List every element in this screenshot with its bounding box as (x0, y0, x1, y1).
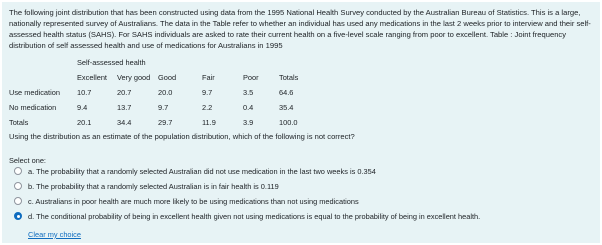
radio-button[interactable] (14, 167, 22, 175)
table-cell: 9.7 (158, 103, 169, 112)
answer-option-label: a. The probability that a randomly selected Australian did not use medication in the last two weeks is 0.354 (28, 166, 376, 176)
column-header-totals: Totals (279, 73, 299, 82)
row-label-use-medication: Use medication (9, 88, 60, 97)
radio-button[interactable] (14, 182, 22, 190)
column-header-fair: Fair (202, 73, 215, 82)
column-header-very-good: Very good (117, 73, 151, 82)
answer-option-a[interactable] (14, 165, 376, 177)
question-panel (2, 2, 600, 243)
table-cell: 100.0 (279, 118, 298, 127)
column-header-poor: Poor (243, 73, 259, 82)
table-cell: 29.7 (158, 118, 173, 127)
table-cell: 20.0 (158, 88, 173, 97)
table-cell: 11.9 (202, 118, 216, 127)
select-one-label: Select one: (9, 156, 46, 165)
table-cell: 10.7 (77, 88, 92, 97)
table-group-header: Self-assessed health (77, 58, 146, 67)
table-cell: 3.9 (243, 118, 254, 127)
table-cell: 0.4 (243, 103, 254, 112)
answer-option-label: c. Australians in poor health are much more likely to be using medications than not using medications (28, 196, 359, 206)
table-cell: 13.7 (117, 103, 132, 112)
row-label-totals: Totals (9, 118, 29, 127)
answer-option-c[interactable] (14, 195, 359, 207)
table-cell: 9.7 (202, 88, 213, 97)
answer-option-label: d. The conditional probability of being in excellent health given not using medications is equal to the probability of being in excellent health. (28, 211, 481, 221)
table-cell: 20.1 (77, 118, 92, 127)
question-intro: The following joint distribution that has been constructed using data from the 1995 National Health Survey conducted by the Australian Bureau of Statistics. This is a large, nationally represented survey of Australians. The data in the Table refer to whether an individual has used any medications in the last 2 weeks prior to interview and their self-assessed health status (SAHS). For SAHS individuals are asked to rate their current health on a five-level scale ranging from poor to excellent. Table : Joint frequency distribution of self assessed health and use of medications for Australians in 1995 (9, 8, 591, 50)
answer-option-d[interactable] (14, 210, 480, 222)
radio-button-selected[interactable] (14, 212, 22, 220)
answer-option-label: b. The probability that a randomly selected Australian is in fair health is 0.119 (28, 181, 279, 191)
table-cell: 35.4 (279, 103, 294, 112)
radio-dot (17, 215, 20, 218)
clear-choice-link[interactable]: Clear my choice (28, 230, 81, 239)
row-label-no-medication: No medication (9, 103, 57, 112)
table-cell: 2.2 (202, 103, 213, 112)
table-cell: 9.4 (77, 103, 88, 112)
table-cell: 20.7 (117, 88, 132, 97)
radio-button[interactable] (14, 197, 22, 205)
question-prompt: Using the distribution as an estimate of the population distribution, which of the following is not correct? (9, 132, 355, 141)
table-cell: 3.5 (243, 88, 254, 97)
column-header-good: Good (158, 73, 177, 82)
column-header-excellent: Excellent (77, 73, 107, 82)
table-cell: 64.6 (279, 88, 294, 97)
table-cell: 34.4 (117, 118, 132, 127)
answer-option-b[interactable] (14, 180, 279, 192)
